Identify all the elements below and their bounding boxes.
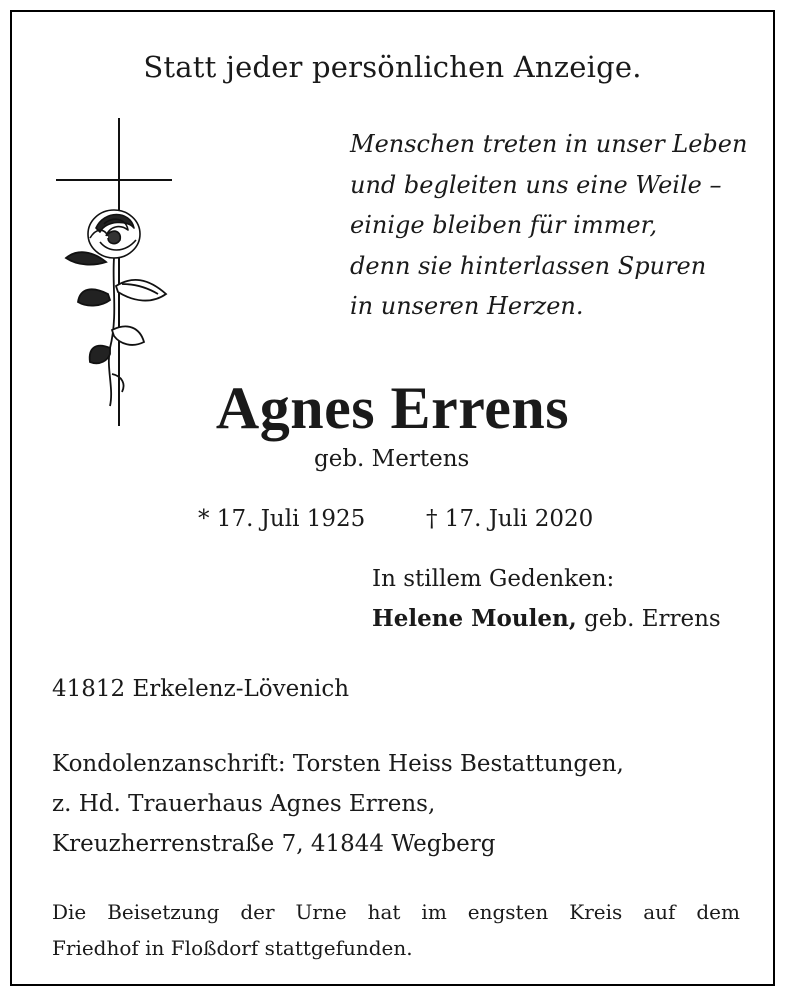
maiden-name: geb. Mertens [314, 446, 470, 472]
condolence-line: Kondolenzanschrift: Torsten Heiss Bestattungen, [52, 751, 624, 777]
burial-note [52, 894, 740, 966]
condolence-line: z. Hd. Trauerhaus Agnes Errens, [52, 791, 436, 817]
place-of-residence: 41812 Erkelenz-Lövenich [52, 676, 350, 702]
memorial-poem [350, 124, 747, 327]
mourner-name: Helene Moulen, [372, 605, 577, 632]
poem-line: und begleiten uns eine Weile – [350, 170, 722, 199]
poem-line: Menschen treten in unser Leben [350, 130, 748, 158]
poem-line: denn sie hinterlassen Spuren [350, 251, 707, 280]
poem-line: einige bleiben für immer, [350, 211, 658, 239]
condolence-address [52, 744, 624, 864]
mourner-entry [372, 605, 721, 632]
deceased-name: Agnes Errens [215, 375, 570, 441]
death-date: † 17. Juli 2020 [426, 506, 594, 532]
notice-header: Statt jeder persönlichen Anzeige. [143, 50, 642, 84]
mourners-intro: In stillem Gedenken: [372, 566, 615, 592]
burial-line: Friedhof in Floßdorf stattgefunden. [52, 936, 413, 960]
birth-date: * 17. Juli 1925 [198, 506, 366, 532]
poem-line: in unseren Herzen. [350, 292, 584, 320]
obituary-notice [10, 10, 775, 986]
burial-line: Die Beisetzung der Urne hat im engsten Kreis auf dem [52, 900, 740, 924]
condolence-line: Kreuzherrenstraße 7, 41844 Wegberg [52, 831, 496, 857]
mourner-maiden-note: geb. Errens [576, 606, 721, 632]
